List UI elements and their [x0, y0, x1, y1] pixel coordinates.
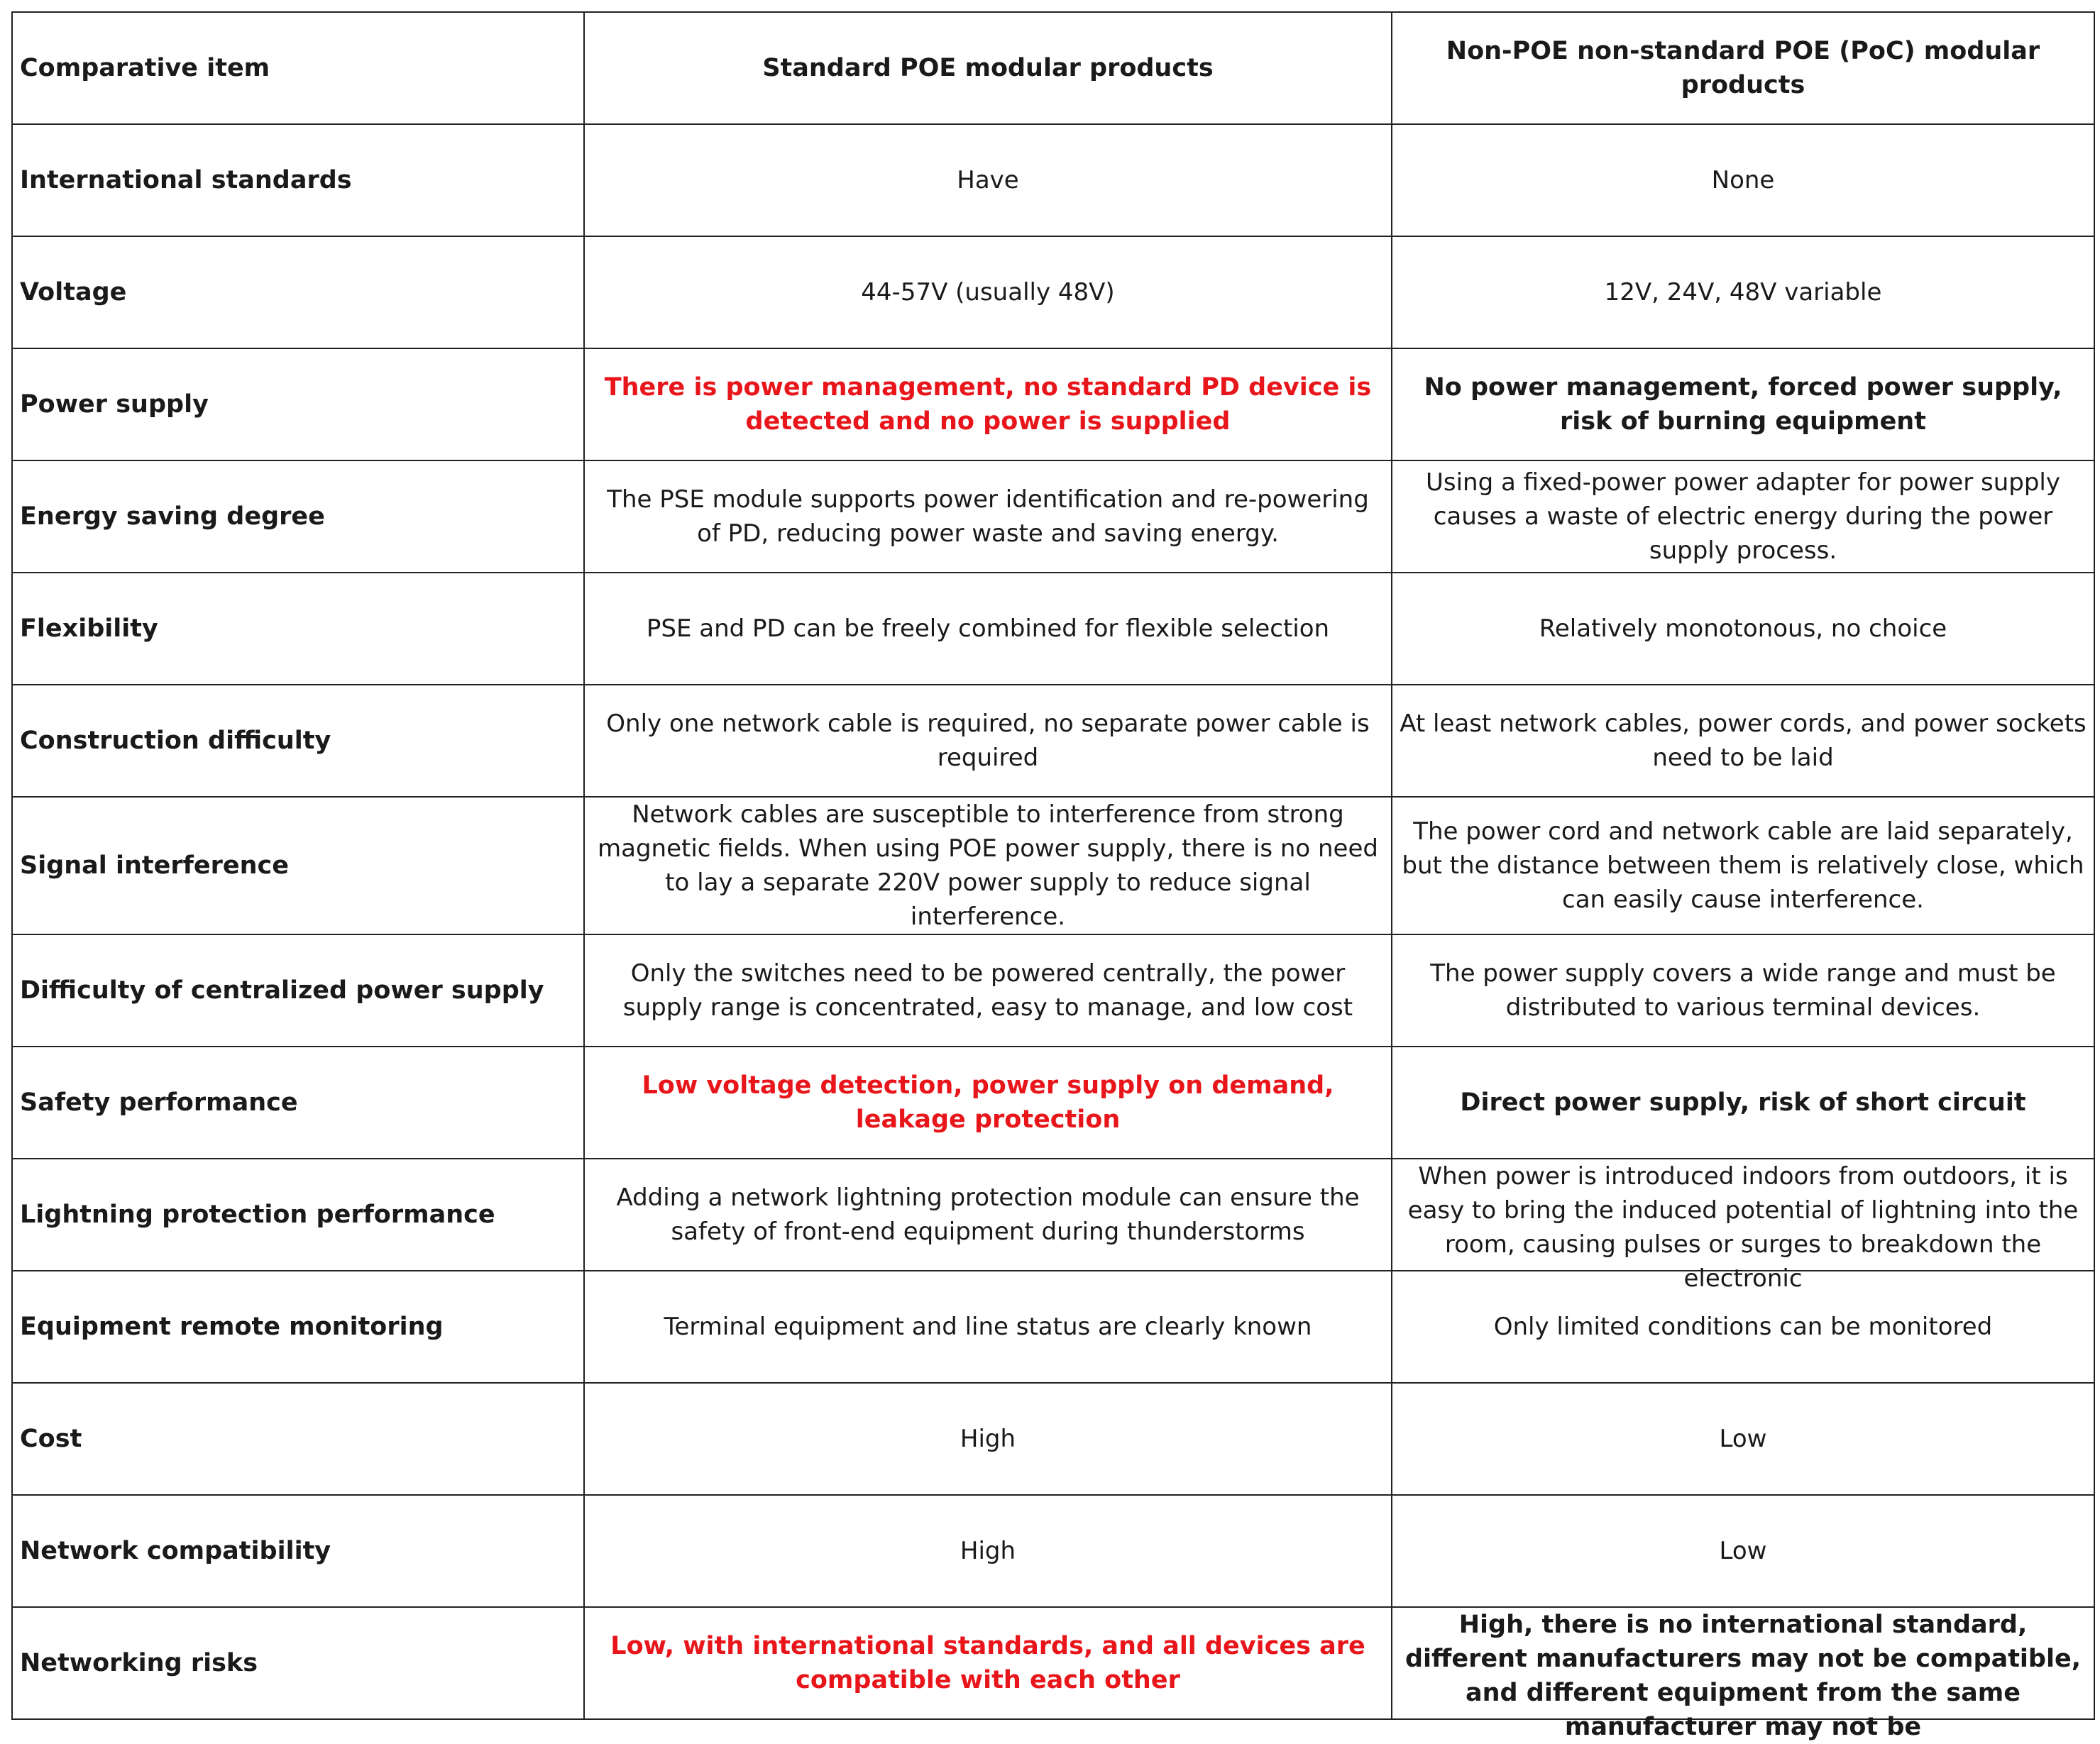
- standard-cell: The PSE module supports power identification and re-powering of PD, reducing power waste and saving energy.: [584, 460, 1392, 573]
- header-standard-poe: Standard POE modular products: [584, 12, 1392, 124]
- standard-cell-highlight: Low, with international standards, and all devices are compatible with each other: [584, 1607, 1392, 1719]
- table-row: [12, 1383, 2094, 1495]
- row-label: Construction difficulty: [12, 685, 584, 797]
- clipped-cell-text: When power is introduced indoors from outdoors, it is easy to bring the induced potential of lightning into the room, causing pulses or surges to breakdown the electronic: [1407, 1162, 2079, 1293]
- row-label: Network compatibility: [12, 1495, 584, 1607]
- non-standard-cell: Only limited conditions can be monitored: [1392, 1271, 2094, 1383]
- non-standard-cell: The power cord and network cable are laid separately, but the distance between them is relatively close, which can easily cause interference.: [1392, 797, 2094, 934]
- row-label: Lightning protection performance: [12, 1159, 584, 1271]
- standard-cell: Network cables are susceptible to interference from strong magnetic fields. When using POE power supply, there is no need to lay a separate 220V power supply to reduce signal interference.: [584, 797, 1392, 934]
- table-row: [12, 797, 2094, 934]
- non-standard-cell-bold: No power management, forced power supply, risk of burning equipment: [1392, 348, 2094, 460]
- non-standard-cell: Low: [1392, 1495, 2094, 1607]
- non-standard-cell: Relatively monotonous, no choice: [1392, 573, 2094, 685]
- row-label: Cost: [12, 1383, 584, 1495]
- standard-cell: Terminal equipment and line status are clearly known: [584, 1271, 1392, 1383]
- header-comparative-item: Comparative item: [12, 12, 584, 124]
- standard-cell: Only the switches need to be powered centrally, the power supply range is concentrated, easy to manage, and low cost: [584, 934, 1392, 1047]
- non-standard-cell: 12V, 24V, 48V variable: [1392, 236, 2094, 348]
- non-standard-cell: At least network cables, power cords, and power sockets need to be laid: [1392, 685, 2094, 797]
- row-label: Flexibility: [12, 573, 584, 685]
- row-label: Signal interference: [12, 797, 584, 934]
- comparison-table: [11, 11, 2095, 1741]
- standard-cell: PSE and PD can be freely combined for flexible selection: [584, 573, 1392, 685]
- non-standard-cell-bold: Direct power supply, risk of short circuit: [1392, 1047, 2094, 1159]
- row-label: Equipment remote monitoring: [12, 1271, 584, 1383]
- row-label: Voltage: [12, 236, 584, 348]
- row-label: Difficulty of centralized power supply: [12, 934, 584, 1047]
- row-label: International standards: [12, 124, 584, 236]
- standard-cell: High: [584, 1495, 1392, 1607]
- header-row: [12, 12, 2094, 124]
- table-row: [12, 124, 2094, 236]
- standard-cell: High: [584, 1383, 1392, 1495]
- standard-cell: Adding a network lightning protection module can ensure the safety of front-end equipment during thunderstorms: [584, 1159, 1392, 1271]
- standard-cell: Only one network cable is required, no separate power cable is required: [584, 685, 1392, 797]
- non-standard-cell-bold: [1392, 1607, 2094, 1741]
- standard-cell-highlight: Low voltage detection, power supply on demand, leakage protection: [584, 1047, 1392, 1159]
- table-row: [12, 1607, 2094, 1719]
- standard-cell: Have: [584, 124, 1392, 236]
- header-non-standard-poe: Non-POE non-standard POE (PoC) modular products: [1392, 12, 2094, 124]
- table-row: [12, 1495, 2094, 1607]
- table-row: [12, 236, 2094, 348]
- table-row: [12, 348, 2094, 460]
- table-row: [12, 1047, 2094, 1159]
- row-label: Energy saving degree: [12, 460, 584, 573]
- table-row: [12, 460, 2094, 573]
- standard-cell-highlight: There is power management, no standard PD device is detected and no power is supplied: [584, 348, 1392, 460]
- row-label: Power supply: [12, 348, 584, 460]
- table-row: [12, 573, 2094, 685]
- row-label: Safety performance: [12, 1047, 584, 1159]
- non-standard-cell: Using a fixed-power power adapter for power supply causes a waste of electric energy during the power supply process.: [1392, 460, 2094, 573]
- non-standard-cell: The power supply covers a wide range and must be distributed to various terminal devices.: [1392, 934, 2094, 1047]
- table-row: [12, 685, 2094, 797]
- non-standard-cell: None: [1392, 124, 2094, 236]
- non-standard-cell: Low: [1392, 1383, 2094, 1495]
- clipped-cell-text: High, there is no international standard, different manufacturers may not be compatible, and different equipment from the same manufacturer may not be: [1404, 1611, 2082, 1741]
- non-standard-cell: [1392, 1159, 2094, 1293]
- standard-cell: 44-57V (usually 48V): [584, 236, 1392, 348]
- row-label: Networking risks: [12, 1607, 584, 1719]
- table-row: [12, 1159, 2094, 1271]
- table-row: [12, 934, 2094, 1047]
